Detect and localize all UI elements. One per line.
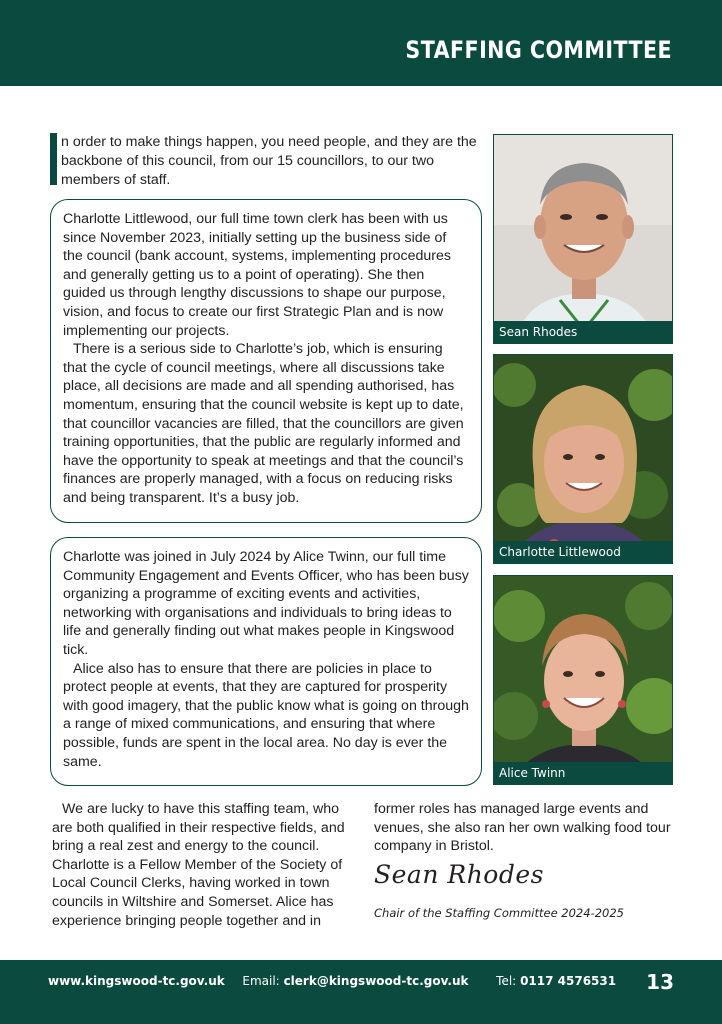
clerk-paragraph-2: There is a serious side to Charlotte’s job, which is ensuring that the cycle of council meetings, where all discussions take place, all decisions are made and all spending authorised, has momentum, ensuring that the council website is kept up to date, that councillor vacancies are filled, that the councillors are given training opportunities, that the public are regularly informed and have the opportunity to speak at meetings and that the council’s finances are properly managed, with a focus on reducing risks and being transparent. It’s a busy job. [63, 341, 464, 506]
caption-sean-rhodes: Sean Rhodes [493, 321, 673, 344]
officer-paragraph-1: Charlotte was joined in July 2024 by Alice Twinn, our full time Community Engagement and Events Officer, who has been busy organizing a programme of exciting events and activities, networking with organisations and individuals to bring ideas to life and generally finding out what makes people in Kingswood tick. [63, 549, 469, 658]
tel-label: Tel: [496, 974, 517, 988]
clerk-paragraph-1: Charlotte Littlewood, our full time town clerk has been with us since November 2023, initially setting up the business side of the council (bank account, systems, implementing procedures and generally getting us to a point of operating). She then guided us through lengthy discussions to shape our purpose, vision, and focus to create our first Strategic Plan and is now implementing our projects. [63, 211, 451, 339]
photo-charlotte-littlewood [493, 354, 673, 564]
closing-right-column: former roles has managed large events and venues, she also ran her own walking food tour company in Bristol. [374, 801, 671, 855]
signature: Sean Rhodes [374, 860, 544, 889]
photo-sean-rhodes [493, 134, 673, 344]
caption-charlotte-littlewood: Charlotte Littlewood [493, 541, 673, 564]
page-number: 13 [646, 970, 674, 994]
website-link[interactable]: www.kingswood-tc.gov.uk [48, 974, 225, 988]
closing-left-column: We are lucky to have this staffing team, who are both qualified in their respective fields, and bring a real zest and energy to the council. Charlotte is a Fellow Member of the Society of Local Council Clerks, having worked in town councils in Wiltshire and Somerset. Alice has experience bringing people together and in [52, 801, 345, 929]
page-header [0, 0, 722, 86]
email-link[interactable]: clerk@kingswood-tc.gov.uk [283, 974, 469, 988]
caption-alice-twinn: Alice Twinn [493, 762, 673, 785]
signature-title: Chair of the Staffing Committee 2024-2025 [374, 906, 624, 920]
photo-alice-twinn [493, 575, 673, 785]
officer-paragraph-2: Alice also has to ensure that there are policies in place to protect people at events, that they are captured for prosperity with good imagery, that the public know what is going on through a range of mixed communications, and ensuring that where possible, funds are spent in the local area. No day is ever the same. [63, 660, 469, 770]
phone-number[interactable]: 0117 4576531 [520, 974, 617, 988]
section-title: STAFFING COMMITTEE [405, 36, 672, 64]
clerk-text-box [50, 199, 482, 523]
contact-info [48, 974, 616, 988]
intro-paragraph: n order to make things happen, you need people, and they are the backbone of this council, from our 15 councillors, to our two members of staff. [61, 134, 477, 188]
officer-text-box [50, 537, 482, 786]
drop-cap-bar [50, 133, 57, 185]
page-footer [0, 960, 722, 1024]
email-label: Email: [242, 974, 280, 988]
